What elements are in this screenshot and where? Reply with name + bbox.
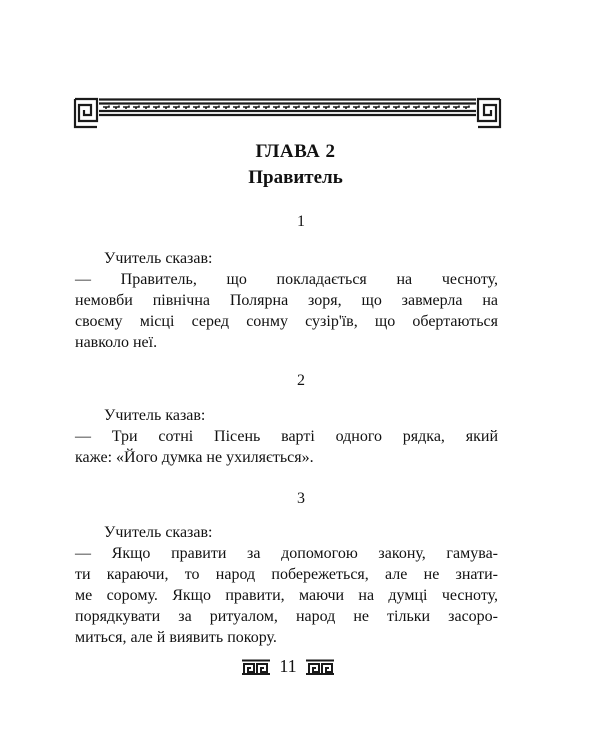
text-line: своєму місці серед сонму сузір'їв, що обертаються (75, 313, 498, 330)
greek-key-ornament-left-icon (242, 659, 270, 675)
section-text (75, 426, 498, 468)
speaker-line: Учитель сказав: (104, 250, 213, 267)
greek-key-border (73, 97, 502, 129)
text-line: каже: «Його думка не ухиляється». (75, 449, 314, 466)
text-line: немовби північна Полярна зоря, що завмерла на (75, 292, 498, 309)
section-number: 3 (297, 490, 305, 507)
greek-key-ornament-right-icon (306, 659, 334, 675)
section-number: 1 (297, 213, 305, 230)
text-line: — Три сотні Пісень варті одного рядка, який (75, 428, 498, 445)
chapter-heading: ГЛАВА 2 (255, 141, 336, 162)
text-line: навколо неї. (75, 334, 158, 351)
chapter-title: Правитель (248, 167, 343, 188)
text-line: — Правитель, що покладається на чесноту, (75, 271, 498, 288)
speaker-line: Учитель казав: (104, 407, 206, 424)
text-line: миться, але й виявить покору. (75, 629, 277, 646)
page-footer (242, 656, 334, 682)
section-text (75, 269, 498, 353)
speaker-line: Учитель сказав: (104, 524, 213, 541)
page-number: 11 (279, 656, 297, 676)
section-text (75, 543, 498, 648)
text-line: ме сорому. Якщо правити, маючи на думці чесноту, (75, 587, 498, 604)
section-number: 2 (297, 372, 305, 389)
text-line: — Якщо правити за допомогою закону, гамува- (75, 545, 498, 562)
text-line: порядкувати за ритуалом, народ не тільки засоро- (75, 608, 498, 625)
text-line: ти караючи, то народ побережеться, але не знати- (75, 566, 498, 583)
